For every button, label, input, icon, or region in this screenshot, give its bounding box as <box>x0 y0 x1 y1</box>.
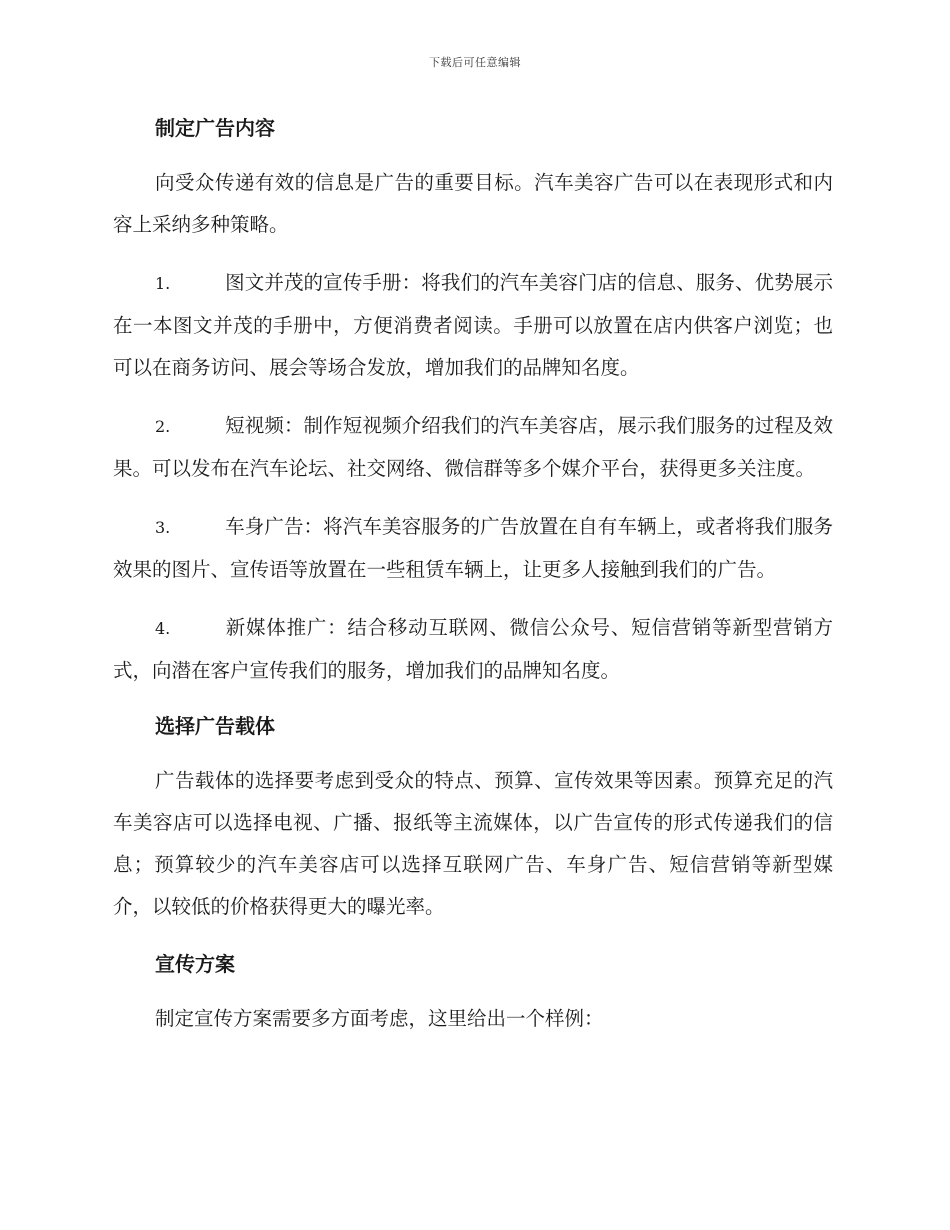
header-note: 下载后可任意编辑 <box>429 56 521 69</box>
list-item-text: 新媒体推广：结合移动互联网、微信公众号、短信营销等新型营销方式，向潜在客户宣传我们的服务，增加我们的品牌知名度。 <box>113 616 833 682</box>
list-item <box>113 405 833 490</box>
list-item <box>113 607 833 692</box>
list-number: 3. <box>155 518 171 537</box>
list-number: 4. <box>155 619 171 638</box>
paragraph: 广告载体的选择要考虑到受众的特点、预算、宣传效果等因素。预算充足的汽车美容店可以选择电视、广播、报纸等主流媒体，以广告宣传的形式传递我们的信息；预算较少的汽车美容店可以选择互联网广告、车身广告、短信营销等新型媒介，以较低的价格获得更大的曝光率。 <box>113 769 833 918</box>
section-heading: 选择广告载体 <box>155 714 275 738</box>
list-item-text: 短视频：制作短视频介绍我们的汽车美容店，展示我们服务的过程及效果。可以发布在汽车论坛、社交网络、微信群等多个媒介平台，获得更多关注度。 <box>113 414 833 480</box>
section-heading: 制定广告内容 <box>155 116 275 140</box>
paragraph: 制定宣传方案需要多方面考虑，这里给出一个样例： <box>155 1007 604 1030</box>
paragraph: 向受众传递有效的信息是广告的重要目标。汽车美容广告可以在表现形式和内容上采纳多种策略。 <box>113 171 833 236</box>
list-item-text: 图文并茂的宣传手册：将我们的汽车美容门店的信息、服务、优势展示在一本图文并茂的手册中，方便消费者阅读。手册可以放置在店内供客户浏览；也可以在商务访问、展会等场合发放，增加我们的品牌知名度。 <box>113 271 833 379</box>
list-item-text: 车身广告：将汽车美容服务的广告放置在自有车辆上，或者将我们服务效果的图片、宣传语等放置在一些租赁车辆上，让更多人接触到我们的广告。 <box>113 515 833 581</box>
section-heading: 宣传方案 <box>155 952 235 976</box>
list-number: 1. <box>155 274 171 293</box>
document-body <box>113 108 833 1040</box>
list-number: 2. <box>155 417 171 436</box>
list-item <box>113 262 833 389</box>
list-item <box>113 506 833 591</box>
